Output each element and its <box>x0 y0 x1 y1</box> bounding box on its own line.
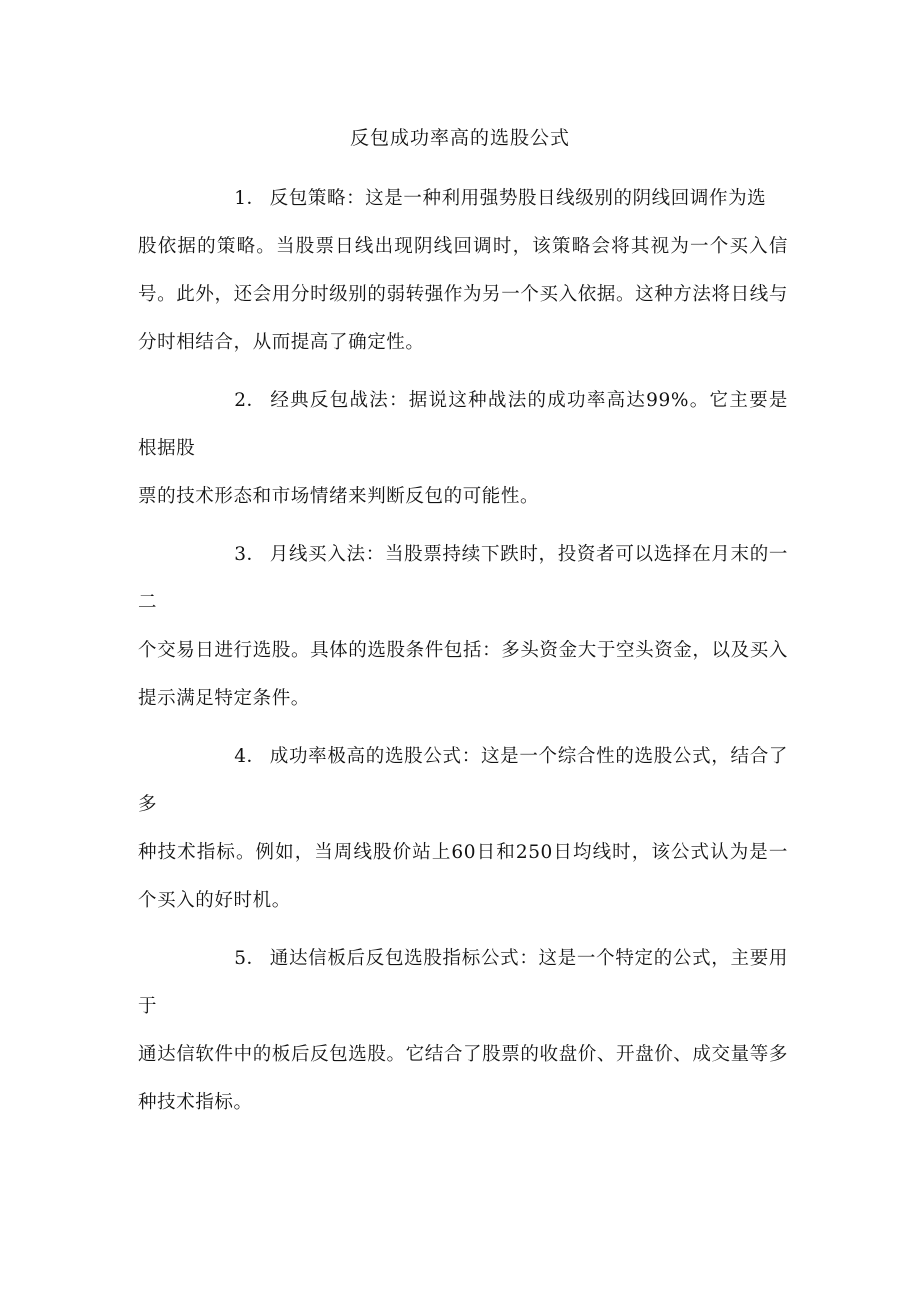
paragraph-text: 通达信软件中的板后反包选股。它结合了股票的收盘价、开盘价、成交量等多种技术指标。 <box>138 1044 788 1113</box>
document-title: 反包成功率高的选股公式 <box>349 127 570 149</box>
paragraph-first-line: 反包策略：这是一种利用强势股日线级别的阴线回调作为选 <box>269 188 767 209</box>
paragraph-number: 1． <box>234 188 266 209</box>
paragraph-first-line: 月线买入法：当股票持续下跌时，投资者可以选择在月末的一二 <box>138 544 788 613</box>
paragraph-first-line: 经典反包战法：据说这种战法的成功率高达99%。它主要是根据股 <box>138 390 788 459</box>
document-body <box>138 175 788 1137</box>
paragraph-1 <box>138 175 788 367</box>
paragraph-text: 股依据的策略。当股票日线出现阴线回调时，该策略会将其视为一个买入信号。此外，还会用分时级别的弱转强作为另一个买入依据。这种方法将日线与分时相结合，从而提高了确定性。 <box>138 236 788 353</box>
paragraph-number: 4． <box>234 746 266 767</box>
paragraph-text: 票的技术形态和市场情绪来判断反包的可能性。 <box>138 486 540 507</box>
paragraph-4 <box>138 733 788 925</box>
paragraph-first-line: 通达信板后反包选股指标公式：这是一个特定的公式，主要用于 <box>138 948 788 1017</box>
paragraph-first-line: 成功率极高的选股公式：这是一个综合性的选股公式，结合了多 <box>138 746 788 815</box>
paragraph-5 <box>138 935 788 1127</box>
paragraph-number: 2． <box>234 390 266 411</box>
paragraph-text: 个交易日进行选股。具体的选股条件包括：多头资金大于空头资金，以及买入提示满足特定条件。 <box>138 640 788 709</box>
paragraph-number: 3． <box>234 544 266 565</box>
paragraph-3 <box>138 531 788 723</box>
paragraph-text: 种技术指标。例如，当周线股价站上60日和250日均线时，该公式认为是一个买入的好时机。 <box>138 842 788 911</box>
paragraph-number: 5． <box>234 948 266 969</box>
paragraph-2 <box>138 377 788 521</box>
